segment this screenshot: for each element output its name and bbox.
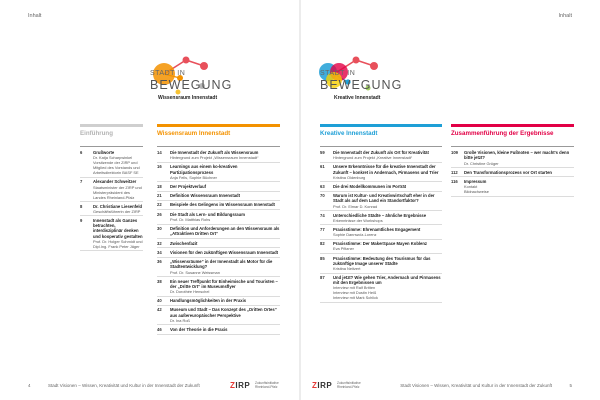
toc-entry-description: Dr. Katja Scharpwinkel Vorsitzende der ZIRP und Mitglied des Vorstands und Arbeitsdirektorin BASF SE: [93, 155, 140, 176]
toc-entry-title: Große Visionen, kleine Fußnoten – wer macht's denn bitte jetzt?: [464, 150, 570, 161]
toc-entry: [157, 182, 280, 191]
section-zusammen: [451, 124, 574, 197]
toc-entry: [320, 192, 442, 212]
toc-entry-description: Prof. Dr. Holger Schmidt und Dipl.Ing. Frank Peter Jäger: [93, 238, 143, 249]
toc-page-number: 18: [157, 183, 162, 189]
toc-entry-title: Praxisstimme: Bedeutung des Tourismus für das zukünftige Image unserer Städte: [333, 255, 431, 266]
page-number-left: 4: [28, 383, 31, 388]
toc-page-number: 32: [157, 240, 162, 246]
section-kreative: [320, 124, 442, 303]
toc-entry-description: Prof. Dr. Susanne Weissman: [170, 269, 220, 275]
toc-entry: [157, 201, 280, 210]
toc-page-number: 6: [80, 150, 83, 156]
toc-list: [451, 149, 574, 197]
logo-subtitle: Kreative Innenstadt: [334, 95, 381, 101]
toc-entry: [451, 168, 574, 177]
footer-right: [400, 383, 572, 388]
toc-page-number: 116: [451, 178, 458, 184]
toc-entry: [157, 325, 280, 334]
logo-kreative: [308, 52, 418, 108]
toc-entry: [80, 178, 143, 202]
toc-page-number: 30: [157, 226, 162, 232]
toc-entry-description: Dr. Ina Roß: [170, 317, 190, 323]
toc-page-number: 59: [320, 150, 325, 156]
section-wissensraum: [157, 124, 280, 335]
logo-bewegung-text: BEWEGUNG: [150, 78, 233, 92]
toc-entry-title: Die Innenstadt der Zukunft als Wissensraum: [170, 150, 259, 156]
toc-entry-title: Von der Theorie in die Praxis: [170, 326, 228, 332]
toc-page-number: 63: [320, 183, 325, 189]
section-einfuehrung: [80, 124, 143, 251]
toc-page-number: 70: [320, 193, 325, 199]
toc-page-number: 112: [451, 169, 458, 175]
zirp-sub-line: Rheinland-Pfalz: [255, 384, 278, 389]
toc-entry-description: Erkenntnisse der Workshops: [333, 217, 383, 223]
toc-entry-title: Die Stadt als Lern- und Bildungsraum: [170, 211, 245, 217]
section-title: Wissensraum Innenstadt: [157, 130, 231, 137]
toc-entry-description: Sophie Dannwolz-Lorenz: [333, 232, 377, 238]
toc-entry: [320, 274, 442, 304]
toc-entry-title: Beispiele des Gelingens im Wissensraum Innenstadt: [170, 202, 275, 208]
zirp-logo-left: ZIRP: [230, 381, 251, 390]
section-title: Kreative Innenstadt: [320, 130, 378, 137]
toc-entry-title: Ein neuer Treffpunkt für Einheimische und Touristen – der „Dritte Ort“ im Museumsflyer: [170, 278, 278, 289]
toc-page-number: 109: [451, 150, 458, 156]
toc-entry-title: Praxisstimme: Der MakerSpace Mayen Koblenz: [333, 241, 428, 247]
toc-entry: [157, 210, 280, 224]
section-color-bar: [451, 124, 574, 127]
toc-entry-description: Hintergrund zum Projekt „Kreative Innenstadt“: [333, 155, 413, 161]
toc-entry-title: Der Projektverlauf: [170, 183, 207, 189]
toc-entry: [157, 297, 280, 306]
logo-bewegung-text: BEWEGUNG: [320, 78, 403, 92]
toc-entry: [451, 177, 574, 196]
toc-entry: [157, 149, 280, 163]
toc-entry-description: Hintergrund zum Projekt „Wissensraum Innenstadt“: [170, 155, 259, 161]
toc-entry-description: Kontakt Bildnachweise: [464, 184, 489, 195]
toc-entry-title: Unsere Erkenntnisse für die kreative Innenstadt der Zukunft – konkret in Andernach, Pirmasens und Trier: [333, 164, 439, 175]
toc-page-number: 74: [320, 212, 325, 218]
toc-page-number: 82: [320, 241, 325, 247]
toc-page-number: 36: [157, 259, 162, 265]
toc-entry-title: Visionen für den zukünftigen Wissensraum Innenstadt: [170, 249, 279, 255]
section-rule: [157, 146, 280, 147]
toc-entry-description: Kristina Neitzert: [333, 265, 361, 271]
toc-entry-title: Dr. Christiane Liesenfeld: [93, 203, 143, 209]
toc-page-number: 40: [157, 298, 162, 304]
toc-list: [157, 149, 280, 335]
toc-entry: [320, 225, 442, 239]
toc-entry-description: Prof. Dr. Elmar D. Konrad: [333, 203, 378, 209]
toc-page-number: 38: [157, 278, 162, 284]
toc-entry-title: „Wissensräume“ in der Innenstadt als Motor für die Stadtentwicklung?: [170, 259, 273, 270]
toc-page-number: 61: [320, 164, 325, 170]
toc-entry-title: Praxisstimme: Ehrenamtliches Engagement: [333, 226, 421, 232]
toc-entry-title: Die Innenstadt der Zukunft als Ort für Kreativität: [333, 150, 429, 156]
toc-entry: [80, 216, 143, 251]
toc-entry-description: Geschäftsführerin der ZIRP: [93, 208, 141, 214]
toc-entry: [157, 277, 280, 297]
page-number-right: 5: [569, 383, 572, 388]
toc-entry: [157, 239, 280, 248]
toc-page-number: 46: [157, 326, 162, 332]
section-color-bar: [80, 124, 143, 127]
toc-entry-description: Staatsminister der ZIRP und Ministerpräsident des Landes Rheinland-Pfalz: [93, 184, 142, 200]
toc-entry: [157, 306, 280, 326]
toc-entry-title: Grußworte: [93, 150, 115, 156]
zirp-sub-line: Rheinland-Pfalz: [337, 384, 360, 389]
toc-page-number: 85: [320, 255, 325, 261]
toc-page-number: 22: [157, 202, 162, 208]
toc-page-number: 7: [80, 179, 83, 185]
toc-entry-title: Warum ist Kultur- und Kreativwirtschaft eher in der Stadt als auf dem Land ein Standortfaktor?: [333, 193, 435, 204]
toc-entry-description: Dr. Dorothée Henschel: [170, 289, 210, 295]
section-color-bar: [320, 124, 442, 127]
toc-page-number: 42: [157, 307, 162, 313]
logo-stadt-text: STADT IN: [150, 70, 186, 77]
toc-entry-title: Alexander Schweitzer: [93, 179, 137, 185]
footer-left-text: Stadt Visionen – Wissen, Kreativität und Kultur in der Innenstadt der Zukunft: [48, 383, 200, 388]
toc-entry: [80, 149, 143, 178]
zirp-logo-right: ZIRP: [312, 381, 333, 390]
toc-entry-title: Zwischenfazit: [170, 240, 198, 246]
toc-entry: [157, 192, 280, 201]
toc-list: [320, 149, 442, 303]
toc-entry: [157, 225, 280, 240]
section-rule: [320, 146, 442, 147]
toc-entry-description: Kristina Oldenburg: [333, 174, 366, 180]
toc-entry-title: Definition und Anforderungen an den Wissensraum als „Attraktiven Dritten Ort“: [170, 226, 280, 237]
toc-entry-description: Interview mit Ralf Britten Interview mit Dustin Heiß Interview mit Mark Schlick: [333, 285, 378, 301]
toc-page-number: 16: [157, 164, 162, 170]
section-color-bar: [157, 124, 280, 127]
toc-page-number: 77: [320, 226, 325, 232]
zirp-sub-line: Zukunftsinitiative: [337, 381, 361, 385]
toc-entry-description: Dr. Christine Grüger: [464, 160, 499, 166]
toc-entry: [157, 248, 280, 257]
toc-entry: [320, 163, 442, 183]
toc-entry: [320, 211, 442, 225]
toc-page-number: 26: [157, 211, 162, 217]
logo-subtitle: Wissensraum Innenstadt: [158, 95, 218, 101]
toc-entry: [320, 254, 442, 274]
toc-entry-title: Den Transformationsprozess vor Ort starten: [464, 169, 552, 175]
toc-entry-title: Die drei Modellkommunen im Porträt: [333, 183, 407, 189]
toc-page-number: 8: [80, 203, 83, 209]
toc-page-number: 34: [157, 249, 162, 255]
toc-list: [80, 149, 143, 252]
toc-page-number: 14: [157, 150, 162, 156]
toc-entry: [80, 202, 143, 216]
zirp-sub-left: [255, 382, 279, 390]
running-header-right: Inhalt: [558, 13, 572, 19]
footer-left: [28, 383, 200, 388]
page-fold: [299, 0, 301, 400]
toc-entry: [320, 240, 442, 254]
toc-entry-description: Eva Pfitzner: [333, 246, 354, 252]
toc-entry: [451, 149, 574, 169]
toc-entry: [320, 149, 442, 163]
toc-entry-title: Unterschiedliche Städte – ähnliche Ergebnisse: [333, 212, 427, 218]
section-title: Zusammenführung der Ergebnisse: [451, 130, 554, 137]
toc-entry-title: Museum und Stadt – Das Konzept des „Dritten Ortes“ aus außereuropäischer Perspektive: [170, 307, 277, 318]
running-header-left: Inhalt: [28, 13, 42, 19]
logo-wissensraum: [138, 52, 248, 108]
toc-page-number: 21: [157, 193, 162, 199]
toc-entry-title: Definition Wissensraum Innenstadt: [170, 193, 240, 199]
section-title: Einführung: [80, 130, 113, 137]
toc-entry-title: Und jetzt? Wie gehen Trier, Andernach und Pirmasens mit den Ergebnissen um: [333, 275, 441, 286]
toc-entry-description: Anja Feils, Sophie Büchner: [170, 174, 217, 180]
toc-entry-description: Prof. Dr. Matthias Rohs: [170, 216, 211, 222]
toc-entry-title: Learnings aus einem ko-kreativen Partizipationsprozess: [170, 164, 238, 175]
zirp-sub-line: Zukunftsinitiative: [255, 381, 279, 385]
toc-entry-title: Innenstadt als Ganzes betrachten, interdisziplinär denken und kooperativ gestalten: [93, 217, 143, 239]
section-rule: [80, 146, 143, 147]
logo-stadt-text: STADT IN: [320, 70, 356, 77]
toc-entry-title: Impressum: [464, 178, 487, 184]
toc-entry-title: Handlungsmöglichkeiten in der Praxis: [170, 298, 247, 304]
toc-entry: [320, 182, 442, 191]
section-rule: [451, 146, 574, 147]
toc-entry: [157, 258, 280, 278]
toc-page-number: 9: [80, 217, 83, 223]
zirp-sub-right: [337, 382, 361, 390]
footer-right-text: Stadt Visionen – Wissen, Kreativität und Kultur in der Innenstadt der Zukunft: [400, 383, 552, 388]
toc-page-number: 87: [320, 275, 325, 281]
toc-entry: [157, 163, 280, 183]
